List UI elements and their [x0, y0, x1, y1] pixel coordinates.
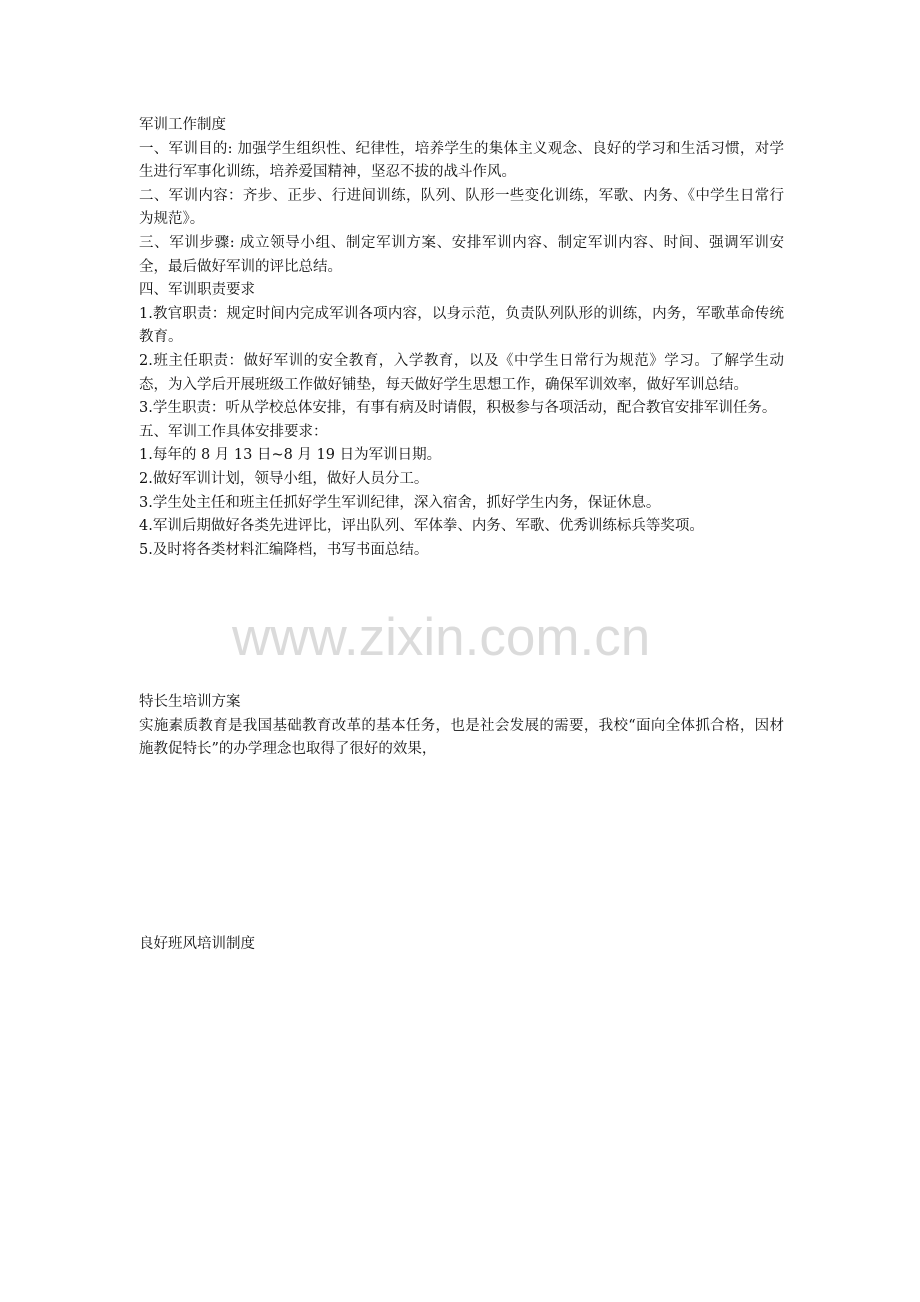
paragraph: 二、军训内容：齐步、正步、行进间训练，队列、队形一些变化训练，军歌、内务、《中学生日常行为规范》。 — [139, 187, 784, 228]
class-culture-section — [139, 933, 784, 957]
paragraph: 一、军训目的: 加强学生组织性、纪律性，培养学生的集体主义观念、良好的学习和生活习惯，对学生进行军事化训练，培养爱国精神，坚忍不拔的战斗作风。 — [139, 140, 784, 181]
paragraph: 四、军训职责要求 — [139, 282, 255, 299]
paragraph: 5.及时将各类材料汇编降档，书写书面总结。 — [139, 541, 429, 558]
paragraph: 五、军训工作具体安排要求： — [139, 423, 328, 440]
talent-training-section — [139, 691, 784, 762]
paragraph: 1.教官职责：规定时间内完成军训各项内容，以身示范，负责队列队形的训练，内务，军歌革命传统教育。 — [139, 305, 784, 346]
military-training-section — [139, 114, 784, 562]
section-title: 良好班风培训制度 — [139, 936, 255, 952]
paragraph: 1.每年的 8 月 13 日~8 月 19 日为军训日期。 — [139, 447, 442, 464]
section-title: 军训工作制度 — [139, 117, 226, 133]
section-title: 特长生培训方案 — [139, 694, 241, 710]
paragraph: 2.做好军训计划，领导小组，做好人员分工。 — [139, 470, 429, 487]
paragraph: 3.学生职责：听从学校总体安排，有事有病及时请假，积极参与各项活动，配合教官安排军训任务。 — [139, 400, 777, 417]
watermark: www.zixin.com.cn — [232, 608, 651, 667]
paragraph: 4.军训后期做好各类先进评比，评出队列、军体拳、内务、军歌、优秀训练标兵等奖项。 — [139, 518, 704, 535]
paragraph: 2.班主任职责：做好军训的安全教育，入学教育，以及《中学生日常行为规范》学习。了解学生动态，为入学后开展班级工作做好铺垫，每天做好学生思想工作，确保军训效率，做好军训总结。 — [139, 352, 784, 393]
paragraph: 3.学生处主任和班主任抓好学生军训纪律，深入宿舍，抓好学生内务，保证休息。 — [139, 494, 661, 511]
paragraph: 三、军训步骤: 成立领导小组、制定军训方案、安排军训内容、制定军训内容、时间、强调军训安全，最后做好军训的评比总结。 — [139, 234, 784, 275]
paragraph: 实施素质教育是我国基础教育改革的基本任务，也是社会发展的需要，我校“面向全体抓合格，因材施教促特长”的办学理念也取得了很好的效果， — [139, 717, 784, 758]
